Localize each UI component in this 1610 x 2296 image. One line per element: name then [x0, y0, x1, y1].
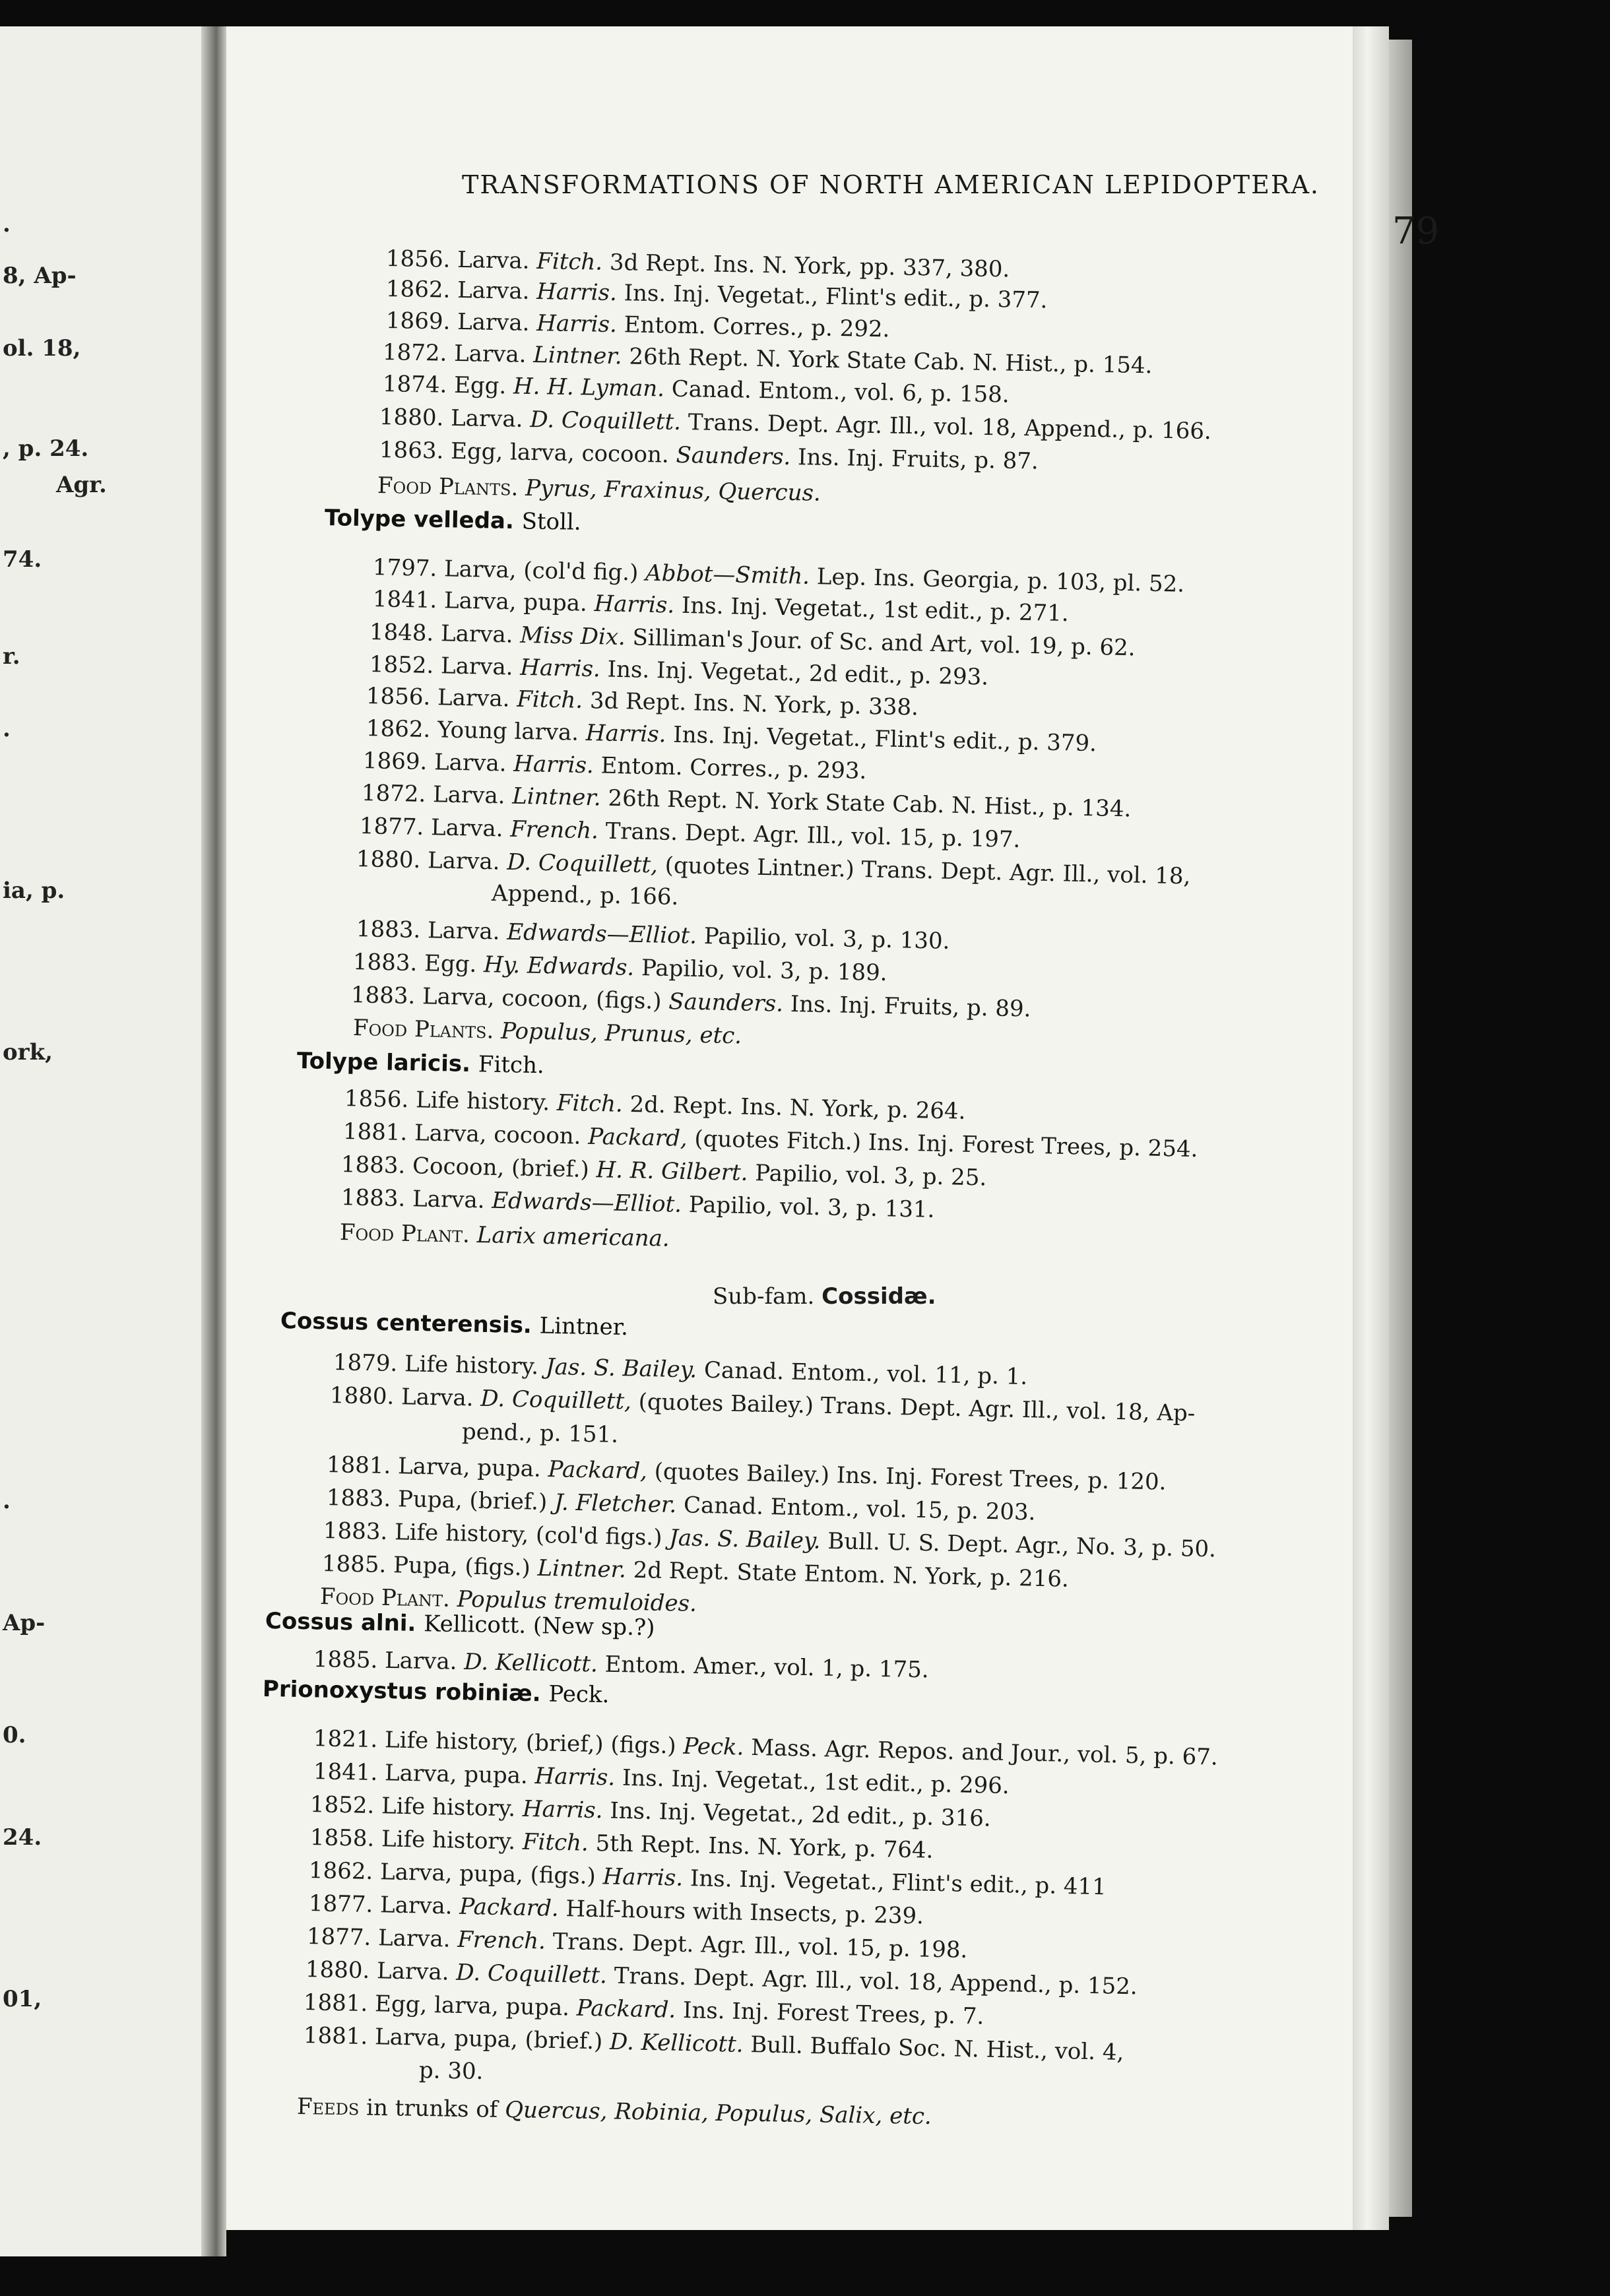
- species-authority: Stoll.: [521, 508, 581, 536]
- citation-year: 1885.: [321, 1550, 387, 1579]
- species-name: Cossus centerensis.: [280, 1308, 532, 1339]
- citation-reference: Lep. Ins. Georgia, p. 103, pl. 52.: [816, 563, 1185, 598]
- citation-reference: Entom. Corres., p. 292.: [624, 311, 890, 343]
- citation-author: Saunders.: [676, 441, 791, 470]
- citation-author: Jas. S. Bailey.: [545, 1353, 697, 1384]
- citation-reference: Trans. Dept. Agr. Ill., vol. 15, p. 198.: [552, 1928, 968, 1963]
- citation-year: 1872.: [382, 339, 447, 367]
- citation-year: 1883.: [340, 1151, 406, 1180]
- citation-stage: Larva.: [437, 684, 510, 713]
- citation-author: Lintner.: [532, 341, 623, 370]
- citation-author: Harris.: [594, 590, 675, 619]
- citation-author: Saunders.: [668, 988, 784, 1017]
- citation-stage: Life history, (brief,) (figs.): [384, 1727, 677, 1760]
- book-gutter: [201, 26, 226, 2256]
- citation-author: H. R. Gilbert.: [596, 1157, 748, 1186]
- left-page-fragment: 0.: [3, 1722, 26, 1748]
- citation-reference: Entom. Corres., p. 293.: [600, 752, 867, 784]
- citation-reference: Ins. Inj. Fruits, p. 89.: [790, 990, 1031, 1023]
- food-plants-label: Food Plant.: [339, 1219, 470, 1248]
- citation-continuation: p. 30.: [418, 2057, 484, 2086]
- citation-stage: Life history.: [404, 1351, 539, 1380]
- citation-author: Jas. S. Bailey.: [668, 1524, 821, 1554]
- citation-author: Packard,: [587, 1123, 688, 1152]
- citation-year: 1877.: [359, 813, 424, 841]
- citation-author: D. Coquillett,: [506, 848, 659, 879]
- citation-stage: Life history.: [415, 1087, 550, 1116]
- citation-author: Edwards—Elliot.: [491, 1187, 682, 1218]
- species-authority: Kellicott. (New sp.?): [423, 1610, 655, 1642]
- citation-stage: Larva, pupa.: [384, 1760, 529, 1789]
- citation-year: 1880.: [356, 846, 421, 874]
- citation-author: Harris.: [534, 1763, 616, 1791]
- species-heading: [297, 1048, 544, 1079]
- left-page-fragment: .: [3, 211, 11, 238]
- citation-year: 1885.: [313, 1646, 378, 1674]
- citation-author: Peck.: [683, 1733, 744, 1761]
- food-plants-label: Food Plant.: [319, 1583, 451, 1612]
- citation-year: 1852.: [309, 1791, 375, 1820]
- citation-author: Lintner.: [537, 1554, 627, 1583]
- citation-stage: Larva, (col'd fig.): [443, 556, 639, 587]
- citation-reference: (quotes Fitch.) Ins. Inj. Forest Trees, p. 254.: [694, 1126, 1198, 1163]
- left-page-fragment: 8, Ap-: [3, 263, 77, 289]
- subfamily-label: Sub-fam.: [713, 1283, 815, 1310]
- food-plants-label: Food Plants.: [352, 1015, 494, 1044]
- left-page-fragment: .: [3, 716, 11, 742]
- subfamily-name: Cossidæ.: [821, 1283, 936, 1310]
- citation-reference: Trans. Dept. Agr. Ill., vol. 18, Append., p. 166.: [688, 409, 1212, 445]
- citation-author: Packard,: [548, 1456, 648, 1485]
- citation-year: 1883.: [326, 1484, 391, 1513]
- citation-stage: Egg, larva, pupa.: [374, 1991, 570, 2022]
- citation-reference: 26th Rept. N. York State Cab. N. Hist., p. 154.: [629, 343, 1153, 379]
- citation-reference: Ins. Inj. Forest Trees, p. 7.: [682, 1997, 984, 2030]
- left-page-fragment: 74.: [3, 546, 42, 573]
- citation-author: D. Coquillett.: [455, 1959, 608, 1989]
- citation-year: 1881.: [303, 1989, 368, 2018]
- citation-author: H. H. Lyman.: [513, 373, 665, 402]
- citation-author: Packard.: [459, 1893, 560, 1922]
- citation-stage: Larva, cocoon.: [414, 1120, 581, 1150]
- citation-reference: Bull. Buffalo Soc. N. Hist., vol. 4,: [750, 2031, 1124, 2066]
- citation-reference: Ins. Inj. Vegetat., 1st edit., p. 296.: [622, 1764, 1010, 1800]
- citation-reference: Silliman's Jour. of Sc. and Art, vol. 19, p. 62.: [632, 624, 1136, 662]
- food-plants-list: Populus tremuloides.: [457, 1585, 697, 1617]
- species-heading: [325, 505, 581, 536]
- left-page-fragment: r.: [3, 643, 20, 670]
- food-plants-list: Populus, Prunus, etc.: [500, 1017, 742, 1050]
- citation-reference: Ins. Inj. Fruits, p. 87.: [797, 444, 1039, 475]
- citation-stage: Larva.: [450, 404, 523, 433]
- species-authority: Fitch.: [478, 1051, 545, 1079]
- left-page-fragment: ol. 18,: [3, 335, 81, 362]
- citation-year: 1880.: [305, 1956, 370, 1985]
- left-page-fragment: ork,: [3, 1039, 53, 1066]
- citation-reference: 26th Rept. N. York State Cab. N. Hist., p. 134.: [608, 784, 1132, 823]
- citation-year: 1856.: [385, 245, 451, 273]
- citation-author: Miss Dix.: [519, 622, 626, 651]
- citation-stage: Life history.: [381, 1826, 516, 1855]
- citation-author: D. Kellicott.: [609, 2028, 744, 2058]
- citation-reference: Canad. Entom., vol. 15, p. 203.: [683, 1492, 1036, 1526]
- citation-stage: Larva.: [401, 1384, 474, 1412]
- citation-year: 1881.: [303, 2022, 368, 2051]
- citation-stage: Larva.: [453, 340, 527, 368]
- food-plants-list: Pyrus, Fraxinus, Quercus.: [525, 474, 821, 507]
- citation-stage: Larva.: [377, 1925, 451, 1953]
- species-authority: Lintner.: [539, 1312, 629, 1341]
- citation-year: 1856.: [344, 1085, 409, 1114]
- species-name: Tolype laricis.: [296, 1048, 471, 1078]
- citation-stage: Larva.: [379, 1892, 453, 1920]
- citation-year: 1877.: [308, 1890, 373, 1919]
- species-name: Tolype velleda.: [324, 505, 515, 535]
- citation-reference: 5th Rept. Ins. N. York, p. 764.: [595, 1830, 934, 1864]
- citation-author: Edwards—Elliot.: [506, 918, 697, 949]
- citation-stage: Larva.: [457, 276, 530, 305]
- citation-reference: Ins. Inj. Vegetat., 2d edit., p. 293.: [607, 656, 989, 691]
- species-authority: Peck.: [548, 1680, 610, 1709]
- page-stack-edge: [1353, 26, 1389, 2230]
- citation-year: 1821.: [313, 1725, 378, 1754]
- citation-stage: Larva, pupa, (brief.): [374, 2024, 603, 2055]
- left-page-fragment: Agr.: [56, 472, 107, 498]
- citation-stage: Larva.: [440, 620, 513, 649]
- citation-year: 1881.: [342, 1118, 408, 1147]
- citation-year: 1862.: [366, 715, 431, 744]
- citation-reference: Ins. Inj. Vegetat., Flint's edit., p. 377.: [624, 280, 1048, 314]
- citation-stage: Larva.: [457, 246, 530, 274]
- citation-stage: Pupa, (brief.): [397, 1486, 548, 1515]
- citation-stage: Young larva.: [437, 717, 579, 746]
- citation-reference: 3d Rept. Ins. N. York, p. 338.: [589, 687, 919, 721]
- citation-year: 1862.: [308, 1857, 373, 1886]
- citation-year: 1848.: [369, 619, 434, 647]
- citation-reference: Ins. Inj. Vegetat., 1st edit., p. 271.: [681, 592, 1070, 627]
- citation-stage: Egg.: [453, 371, 507, 400]
- citation-author: Harris.: [522, 1795, 603, 1824]
- citation-author: French.: [509, 815, 599, 845]
- citation-year: 1841.: [372, 586, 437, 614]
- citation-year: 1883.: [350, 982, 416, 1010]
- citation-reference: Papilio, vol. 3, p. 130.: [703, 923, 950, 955]
- citation-stage: Life history.: [381, 1793, 516, 1822]
- citation-stage: Pupa, (figs.): [393, 1552, 531, 1581]
- citation-stage: Larva.: [440, 653, 513, 681]
- page-stack-shadow: [1389, 40, 1412, 2217]
- citation-reference: (quotes Bailey.) Ins. Inj. Forest Trees, p. 120.: [654, 1458, 1167, 1496]
- citation-year: 1883.: [323, 1517, 388, 1546]
- citation-stage: Larva.: [384, 1647, 457, 1675]
- citation-reference: Trans. Dept. Agr. Ill., vol. 15, p. 197.: [605, 817, 1021, 853]
- species-name: Cossus alni.: [265, 1608, 416, 1637]
- citation-reference: (quotes Bailey.) Trans. Dept. Agr. Ill., vol. 18, Ap-: [638, 1388, 1196, 1427]
- citation-year: 1880.: [379, 404, 444, 431]
- citation-author: Hy. Edwards.: [483, 951, 635, 981]
- citation-author: Harris.: [536, 309, 618, 338]
- citation-author: D. Coquillett.: [529, 406, 682, 435]
- citation-reference: Canad. Entom., vol. 11, p. 1.: [703, 1356, 1028, 1391]
- citation-stage: Larva.: [430, 814, 503, 843]
- left-page-fragment: 01,: [3, 1986, 42, 2012]
- citation-year: 1881.: [326, 1451, 391, 1480]
- feeds-plants: Quercus, Robinia, Populus, Salix, etc.: [504, 2096, 932, 2130]
- citation-stage: Larva.: [434, 749, 507, 777]
- citation-year: 1856.: [366, 683, 431, 711]
- citation-reference: 2d Rept. State Entom. N. York, p. 216.: [633, 1556, 1070, 1593]
- citation-reference: Papilio, vol. 3, p. 131.: [688, 1192, 935, 1223]
- citation-reference: (quotes Lintner.) Trans. Dept. Agr. Ill., vol. 18,: [664, 852, 1191, 890]
- citation-reference: Mass. Agr. Repos. and Jour., vol. 5, p. 67.: [750, 1734, 1219, 1771]
- citation-author: Harris.: [519, 654, 601, 683]
- citation-stage: Larva, pupa, (figs.): [379, 1859, 596, 1890]
- citation-stage: Larva.: [376, 1958, 449, 1986]
- citation-reference: Entom. Amer., vol. 1, p. 175.: [604, 1651, 929, 1684]
- citation-year: 1797.: [372, 554, 437, 583]
- citation-reference: Canad. Entom., vol. 6, p. 158.: [671, 375, 1010, 408]
- citation-author: D. Kellicott.: [463, 1648, 598, 1678]
- citation-stage: Larva, pupa.: [443, 587, 588, 617]
- feeds-label: Feeds: [296, 2093, 360, 2121]
- citation-author: Packard.: [576, 1994, 676, 2024]
- citation-reference: Ins. Inj. Vegetat., Flint's edit., p. 379.: [672, 721, 1097, 757]
- citation-reference: Ins. Inj. Vegetat., 2d edit., p. 316.: [609, 1797, 992, 1832]
- food-plants-label: Food Plants.: [377, 472, 519, 501]
- citation-year: 1883.: [356, 916, 421, 944]
- citation-author: Fitch.: [556, 1089, 624, 1118]
- citation-year: 1858.: [309, 1824, 375, 1853]
- citation-stage: Larva.: [412, 1186, 485, 1214]
- subfamily-heading: [713, 1283, 936, 1310]
- citation-year: 1862.: [385, 276, 451, 303]
- citation-author: Lintner.: [511, 782, 602, 812]
- citation-author: Abbot—Smith.: [645, 559, 810, 590]
- citation-stage: Larva, cocoon, (figs.): [422, 983, 662, 1015]
- citation-author: Fitch.: [516, 686, 583, 714]
- citation-reference: Papilio, vol. 3, p. 25.: [754, 1160, 987, 1192]
- citation-year: 1872.: [361, 780, 426, 808]
- feeds-text: in trunks of: [366, 2094, 498, 2123]
- left-page-fragment: Ap-: [3, 1610, 46, 1636]
- citation-author: Harris.: [585, 719, 666, 748]
- citation-year: 1883.: [340, 1184, 406, 1213]
- citation-reference: 3d Rept. Ins. N. York, pp. 337, 380.: [609, 249, 1010, 283]
- citation-reference: Bull. U. S. Dept. Agr., No. 3, p. 50.: [827, 1528, 1217, 1563]
- left-page-fragment: .: [3, 1488, 11, 1514]
- citation-author: Harris.: [513, 750, 595, 779]
- food-plants-list: Larix americana.: [476, 1221, 670, 1252]
- citation-stage: Egg.: [424, 950, 477, 978]
- citation-stage: Larva.: [427, 847, 500, 876]
- species-name: Prionoxystus robiniæ.: [262, 1676, 541, 1707]
- citation-author: Harris.: [536, 278, 618, 307]
- citation-continuation: pend., p. 151.: [461, 1419, 619, 1448]
- citation-stage: Life history, (col'd figs.): [394, 1519, 662, 1551]
- citation-year: 1877.: [306, 1923, 371, 1952]
- citation-reference: Ins. Inj. Vegetat., Flint's edit., p. 411: [690, 1865, 1107, 1901]
- citation-year: 1883.: [352, 949, 418, 977]
- citation-stage: Larva.: [427, 917, 500, 945]
- citation-author: Fitch.: [536, 247, 603, 276]
- citation-author: J. Fletcher.: [554, 1489, 677, 1519]
- citation-year: 1863.: [379, 437, 444, 464]
- citation-stage: Larva.: [432, 781, 505, 810]
- citation-reference: Papilio, vol. 3, p. 189.: [641, 955, 887, 986]
- left-page-fragment: , p. 24.: [3, 435, 89, 462]
- citation-author: Fitch.: [522, 1828, 589, 1857]
- citation-year: 1841.: [313, 1758, 378, 1787]
- citation-stage: Larva.: [457, 308, 530, 336]
- citation-year: 1880.: [329, 1382, 395, 1411]
- citation-year: 1874.: [382, 371, 447, 399]
- page-number: 79: [1392, 210, 1440, 253]
- citation-stage: Cocoon, (brief.): [412, 1153, 590, 1183]
- left-page-fragment: ia, p.: [3, 877, 65, 904]
- citation-reference: Trans. Dept. Agr. Ill., vol. 18, Append., p. 152.: [614, 1962, 1138, 2000]
- citation-stage: Larva, pupa.: [397, 1453, 542, 1483]
- citation-reference: 2d. Rept. Ins. N. York, p. 264.: [629, 1091, 966, 1125]
- citation-year: 1852.: [369, 651, 434, 680]
- citation-author: Harris.: [602, 1863, 684, 1892]
- left-page-fragment: 24.: [3, 1824, 42, 1851]
- citation-year: 1869.: [385, 307, 451, 335]
- citation-author: French.: [457, 1926, 546, 1955]
- running-head: TRANSFORMATIONS OF NORTH AMERICAN LEPIDOPTERA.: [462, 170, 1320, 199]
- citation-continuation: Append., p. 166.: [491, 880, 679, 910]
- citation-author: D. Coquillett,: [480, 1385, 632, 1415]
- citation-reference: Half-hours with Insects, p. 239.: [565, 1896, 924, 1930]
- left-page-edge: [0, 26, 201, 2256]
- citation-stage: Egg, larva, cocoon.: [450, 437, 670, 468]
- citation-year: 1869.: [362, 748, 428, 776]
- citation-year: 1879.: [333, 1349, 398, 1378]
